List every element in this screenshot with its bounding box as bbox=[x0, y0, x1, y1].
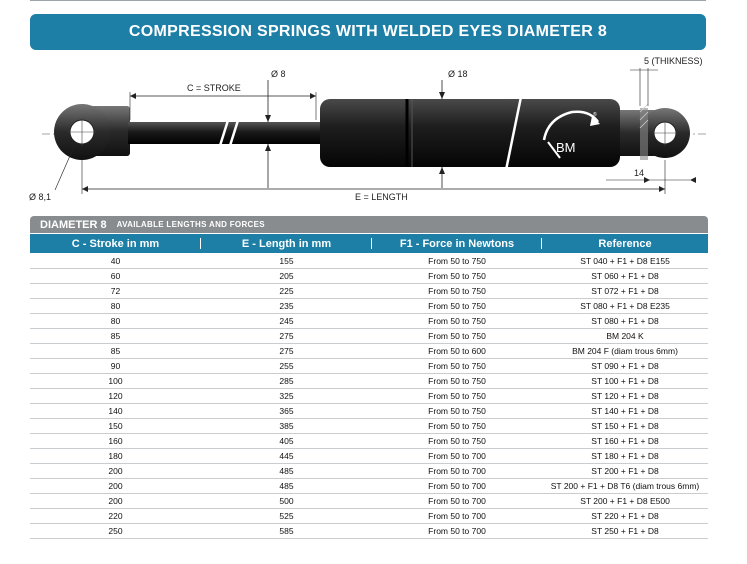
cell-length: 245 bbox=[201, 314, 372, 329]
cell-reference: BM 204 F (diam trous 6mm) bbox=[542, 344, 708, 359]
cell-reference: ST 060 + F1 + D8 bbox=[542, 269, 708, 284]
cell-force: From 50 to 700 bbox=[372, 509, 542, 524]
logo-text: BM bbox=[556, 140, 576, 155]
cell-force: From 50 to 750 bbox=[372, 254, 542, 269]
cell-force: From 50 to 750 bbox=[372, 434, 542, 449]
length-label: E = LENGTH bbox=[355, 192, 408, 202]
cell-reference: ST 040 + F1 + D8 E155 bbox=[542, 254, 708, 269]
cell-length: 275 bbox=[201, 344, 372, 359]
cell-reference: ST 120 + F1 + D8 bbox=[542, 389, 708, 404]
svg-text:®: ® bbox=[593, 112, 597, 118]
cell-reference: ST 200 + F1 + D8 T6 (diam trous 6mm) bbox=[542, 479, 708, 494]
table-row bbox=[30, 359, 708, 374]
thickness-label: 5 (THIKNESS) bbox=[644, 56, 703, 66]
cell-force: From 50 to 750 bbox=[372, 299, 542, 314]
cell-length: 255 bbox=[201, 359, 372, 374]
cell-length: 365 bbox=[201, 404, 372, 419]
cell-reference: ST 090 + F1 + D8 bbox=[542, 359, 708, 374]
cell-force: From 50 to 750 bbox=[372, 329, 542, 344]
cell-length: 585 bbox=[201, 524, 372, 539]
page-title: COMPRESSION SPRINGS WITH WELDED EYES DIAMETER 8 bbox=[30, 14, 706, 50]
cell-stroke: 40 bbox=[30, 254, 201, 269]
cell-length: 325 bbox=[201, 389, 372, 404]
cell-length: 235 bbox=[201, 299, 372, 314]
cell-length: 275 bbox=[201, 329, 372, 344]
eye-width-label: 14 bbox=[634, 168, 645, 178]
cell-stroke: 180 bbox=[30, 449, 201, 464]
cell-stroke: 100 bbox=[30, 374, 201, 389]
table-row bbox=[30, 464, 708, 479]
cell-length: 225 bbox=[201, 284, 372, 299]
table-row bbox=[30, 509, 708, 524]
table-row bbox=[30, 374, 708, 389]
cell-reference: ST 200 + F1 + D8 E500 bbox=[542, 494, 708, 509]
top-rule bbox=[30, 0, 706, 5]
table-row bbox=[30, 449, 708, 464]
cell-reference: ST 200 + F1 + D8 bbox=[542, 464, 708, 479]
springs-table bbox=[30, 254, 708, 539]
cell-length: 485 bbox=[201, 479, 372, 494]
cell-reference: ST 072 + F1 + D8 bbox=[542, 284, 708, 299]
cell-stroke: 150 bbox=[30, 419, 201, 434]
table-section-header bbox=[30, 216, 708, 233]
section-title: DIAMETER 8 bbox=[40, 218, 107, 231]
table-row bbox=[30, 299, 708, 314]
cell-force: From 50 to 750 bbox=[372, 374, 542, 389]
stroke-label: C = STROKE bbox=[187, 83, 241, 93]
cell-stroke: 80 bbox=[30, 314, 201, 329]
cell-stroke: 60 bbox=[30, 269, 201, 284]
cell-stroke: 200 bbox=[30, 494, 201, 509]
cell-reference: ST 150 + F1 + D8 bbox=[542, 419, 708, 434]
table-row bbox=[30, 404, 708, 419]
eye-diameter-label: Ø 8,1 bbox=[29, 192, 52, 202]
cell-reference: ST 160 + F1 + D8 bbox=[542, 434, 708, 449]
cell-force: From 50 to 700 bbox=[372, 479, 542, 494]
header-stroke: C - Stroke in mm bbox=[30, 234, 201, 253]
cell-reference: ST 080 + F1 + D8 bbox=[542, 314, 708, 329]
cell-length: 155 bbox=[201, 254, 372, 269]
cell-length: 285 bbox=[201, 374, 372, 389]
cell-stroke: 80 bbox=[30, 299, 201, 314]
cell-length: 405 bbox=[201, 434, 372, 449]
cylinder-body bbox=[320, 99, 620, 167]
cell-reference: ST 080 + F1 + D8 E235 bbox=[542, 299, 708, 314]
table-row bbox=[30, 314, 708, 329]
cell-reference: ST 180 + F1 + D8 bbox=[542, 449, 708, 464]
cell-force: From 50 to 600 bbox=[372, 344, 542, 359]
gas-spring-diagram bbox=[0, 52, 747, 212]
cell-force: From 50 to 700 bbox=[372, 494, 542, 509]
cell-length: 500 bbox=[201, 494, 372, 509]
cell-length: 485 bbox=[201, 464, 372, 479]
cell-stroke: 120 bbox=[30, 389, 201, 404]
cell-stroke: 85 bbox=[30, 344, 201, 359]
left-eye bbox=[54, 104, 130, 160]
cell-stroke: 140 bbox=[30, 404, 201, 419]
table-row bbox=[30, 344, 708, 359]
rod-diameter-label: Ø 8 bbox=[271, 69, 286, 79]
cell-stroke: 250 bbox=[30, 524, 201, 539]
cell-force: From 50 to 750 bbox=[372, 359, 542, 374]
cell-force: From 50 to 750 bbox=[372, 269, 542, 284]
cell-stroke: 200 bbox=[30, 464, 201, 479]
table-row bbox=[30, 329, 708, 344]
table-row bbox=[30, 479, 708, 494]
right-eye bbox=[620, 104, 690, 160]
header-length: E - Length in mm bbox=[201, 234, 372, 253]
cell-stroke: 72 bbox=[30, 284, 201, 299]
cell-length: 385 bbox=[201, 419, 372, 434]
section-subtitle: AVAILABLE LENGTHS AND FORCES bbox=[116, 220, 265, 229]
cell-stroke: 200 bbox=[30, 479, 201, 494]
cell-force: From 50 to 750 bbox=[372, 404, 542, 419]
table-row bbox=[30, 254, 708, 269]
table-row bbox=[30, 269, 708, 284]
cell-reference: ST 250 + F1 + D8 bbox=[542, 524, 708, 539]
cell-force: From 50 to 700 bbox=[372, 464, 542, 479]
table-row bbox=[30, 524, 708, 539]
cell-length: 445 bbox=[201, 449, 372, 464]
cell-force: From 50 to 750 bbox=[372, 284, 542, 299]
cell-length: 205 bbox=[201, 269, 372, 284]
cell-force: From 50 to 700 bbox=[372, 524, 542, 539]
body-diameter-label: Ø 18 bbox=[448, 69, 468, 79]
cell-reference: ST 220 + F1 + D8 bbox=[542, 509, 708, 524]
cell-stroke: 160 bbox=[30, 434, 201, 449]
cell-length: 525 bbox=[201, 509, 372, 524]
table-row bbox=[30, 494, 708, 509]
table-row bbox=[30, 389, 708, 404]
table-column-headers bbox=[30, 234, 708, 253]
cell-reference: ST 140 + F1 + D8 bbox=[542, 404, 708, 419]
cell-stroke: 85 bbox=[30, 329, 201, 344]
cell-reference: BM 204 K bbox=[542, 329, 708, 344]
cell-force: From 50 to 750 bbox=[372, 389, 542, 404]
table-row bbox=[30, 434, 708, 449]
header-force: F1 - Force in Newtons bbox=[372, 234, 542, 253]
cell-stroke: 90 bbox=[30, 359, 201, 374]
table-row bbox=[30, 284, 708, 299]
cell-force: From 50 to 750 bbox=[372, 419, 542, 434]
cell-stroke: 220 bbox=[30, 509, 201, 524]
cell-force: From 50 to 750 bbox=[372, 314, 542, 329]
cell-force: From 50 to 700 bbox=[372, 449, 542, 464]
table-row bbox=[30, 419, 708, 434]
cell-reference: ST 100 + F1 + D8 bbox=[542, 374, 708, 389]
header-reference: Reference bbox=[598, 237, 652, 250]
